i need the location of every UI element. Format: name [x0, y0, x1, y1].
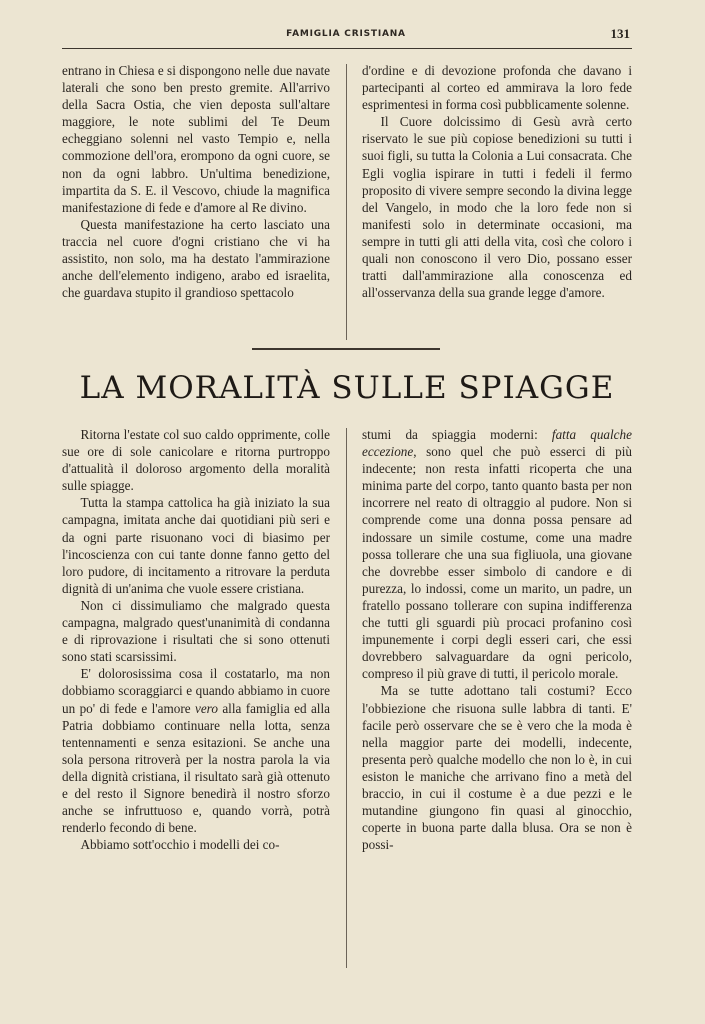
text-run: alla famiglia ed alla Patria dobbiamo continuare nella lotta, senza tentennamenti e senza esitazioni. Se anche una sola persona ritroverà per la nostra parola la via della dignità cristiana, il risultato sarà già ottenuto e del resto il Signore benedirà il nostro sforzo anche se infruttuoso e, quando vorrà, potrà renderlo fecondo di bene.: [62, 700, 330, 836]
page-header: [62, 24, 630, 48]
text-run: E' dolorosissima cosa il costatarlo, ma non dobbiamo scoraggiarci e quando abbiamo in cuore un po' di fede e l'amore: [62, 666, 330, 716]
italic-text: fatta qualche eccezione: [362, 427, 632, 460]
top-left-column: [62, 62, 330, 301]
article-title: LA MORALITÀ SULLE SPIAGGE: [79, 370, 615, 406]
column-rule: [346, 64, 347, 340]
paragraph: [362, 426, 632, 682]
paragraph: Non ci dissimuliamo che malgrado questa campagna, malgrado quest'unanimità di condanna e di riprovazione i risultati che si sono ottenuti sono stati scarsissimi.: [62, 597, 330, 665]
paragraph: Il Cuore dolcissimo di Gesù avrà certo riservato le sue più copiose benedizioni su tutti i suoi figli, su tutta la Colonia a Lui consacrata. Che Egli voglia ispirare in tutti i fedeli il fermo proposito di vivere sempre secondo la divina legge del Vangelo, in modo che la loro fede non si manifesti solo in determinate occasioni, ma sempre in tutti gli atti della vita, così che coloro i quali non conoscono il vero Dio, possano esser tratti dall'ammirazione alla conoscenza ed all'osservanza della sua grande legge d'amore.: [362, 114, 632, 301]
paragraph: Ritorna l'estate col suo caldo opprimente, colle sue ore di sole canicolare e ritorna purtroppo d'attualità il doloroso argomento della moralità sulle spiagge.: [62, 427, 330, 494]
article-left-column: [62, 426, 330, 853]
paragraph: Questa manifestazione ha certo lasciato una traccia nel cuore d'ogni cristiano che vi ha assistito, non solo, ma ha destato l'ammirazione anche dell'elemento indigeno, arabo ed israelita, che guardava stupito il grandioso spettacolo: [62, 216, 330, 301]
column-rule: [346, 428, 347, 968]
text-run: , sono quel che può esserci di più indecente; non resta infatti ricoperta che una minima parte del corpo, tanto quanto basta per non incorrere nel reato di oltraggio al pudore. Non si comprende come una donna possa pensare ad indossare un simile costume, come una madre possa tollerare che una sua figliuola, una giovane che dovrebbe esser simbolo di candore e di purezza, lo indossi, come un marito, un padre, un fratello possano tollerare con supina indifferenza che tutti gli sguardi più procaci profanino così impunemente i corpi degli esseri cari, che essi dovrebbero salvaguardare da ogni pericolo, compreso il più grave di tutti, il pericolo morale.: [362, 444, 632, 682]
paragraph: [62, 665, 330, 836]
article-right-column: [362, 426, 632, 853]
journal-title: FAMIGLIA CRISTIANA: [286, 29, 406, 39]
italic-text: vero: [194, 700, 218, 716]
paragraph: Abbiamo sott'occhio i modelli dei co-: [80, 837, 280, 853]
section-divider: [252, 348, 440, 350]
text-run: stumi da spiaggia moderni:: [362, 427, 552, 442]
top-right-column: [362, 62, 632, 301]
paragraph: d'ordine e di devozione profonda che davano i partecipanti al corteo ed ammirava la loro fede esprimentesi in forma così pubblicamente solenne.: [362, 63, 632, 113]
header-rule: [62, 48, 632, 49]
paragraph: entrano in Chiesa e si dispongono nelle due navate laterali che sono ben presto gremite. All'arrivo della Sacra Ostia, che vien deposta sull'altare maggiore, le note sublimi del Te Deum echeggiano solenni nel vasto Tempio e, nella commozione dell'ora, erompono da ogni cuore, se non da ogni labbro. Un'ultima benedizione, impartita da S. E. il Vescovo, chiude la magnifica manifestazione di fede e d'amore al Re divino.: [62, 63, 330, 215]
paragraph: Ma se tutte adottano tali costumi? Ecco l'obbiezione che risuona sulle labbra di tanti. E' facile però osservare che se è vero che la moda è nella maggior parte dei modelli, indecente, presenta però qualche modello che non lo è, in cui esiston le maniche che arrivano fino a metà del braccio, in cui il costume è a due pezzi e le mutandine giungono fin quasi al ginocchio, coperte in buona parte dalla blusa. Ora se non è possi-: [362, 683, 632, 853]
paragraph: Tutta la stampa cattolica ha già iniziato la sua campagna, imitata anche dai quotidiani più seri e da ogni parte risuonano voci di biasimo per l'incoscienza con cui tante donne fanno getto del loro pudore, di incitamento a ritrovare la perduta dignità di un'anima che vuole essere cristiana.: [62, 495, 330, 596]
page-number: 131: [610, 26, 630, 41]
